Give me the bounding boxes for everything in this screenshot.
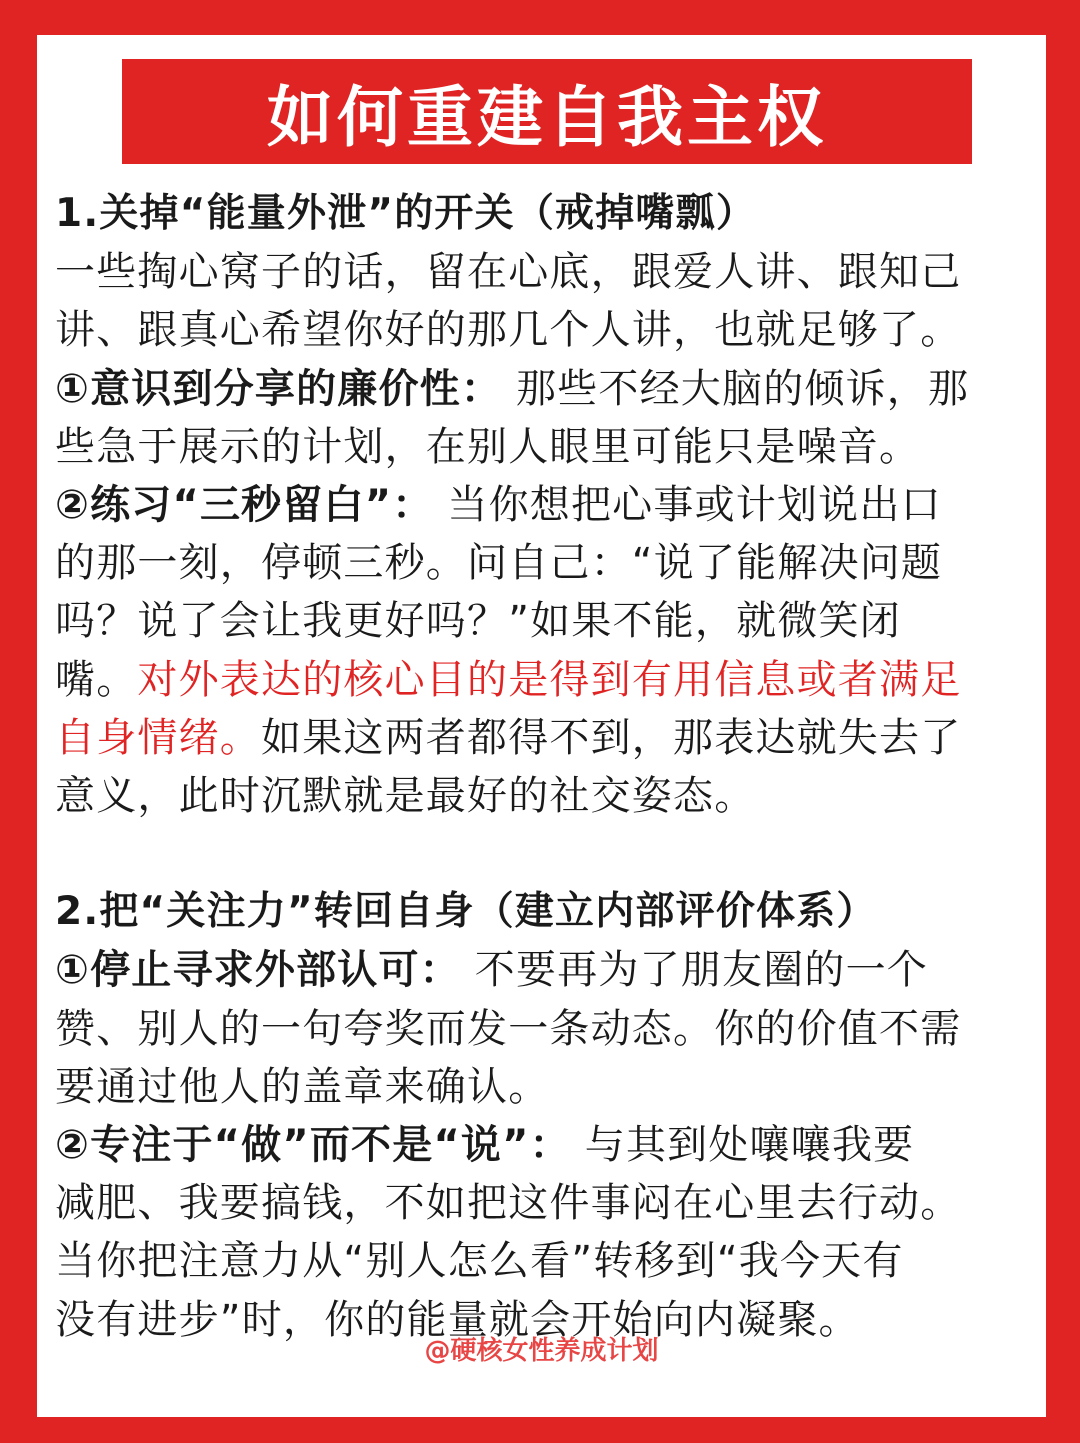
- paragraph-text: 嘴。: [55, 656, 138, 703]
- content-card: [37, 35, 1046, 1417]
- paragraph-line: 讲、跟真心希望你好的那几个人讲，也就足够了。: [55, 307, 962, 354]
- title-banner: [122, 59, 972, 164]
- point-text: 那些不经大脑的倾诉，那: [502, 365, 970, 412]
- paragraph-line: 意义，此时沉默就是最好的社交姿态。: [55, 772, 756, 819]
- paragraph-line: 当你把注意力从“别人怎么看”转移到“我今天有: [55, 1238, 904, 1285]
- point-line: [55, 941, 1030, 999]
- paragraph-text: 如果这两者都得不到，那表达就失去了: [261, 714, 962, 761]
- point-line: [55, 1116, 1030, 1174]
- paragraph-line: 赞、别人的一句夸奖而发一条动态。你的价值不需: [55, 1005, 962, 1052]
- point-label: ①停止寻求外部认可：: [55, 947, 461, 994]
- paragraph-line: 一些掏心窝子的话，留在心底，跟爱人讲、跟知己: [55, 249, 962, 296]
- paragraph-line: 要通过他人的盖章来确认。: [55, 1063, 550, 1110]
- point-line: [55, 360, 1030, 418]
- point-line: [55, 476, 1030, 534]
- point-text: 当你想把心事或计划说出口: [433, 481, 942, 528]
- paragraph-line: 吗？说了会让我更好吗？”如果不能，就微笑闭: [55, 598, 901, 645]
- point-text: 与其到处嚷嚷我要: [570, 1122, 915, 1168]
- point-label: ②练习“三秒留白”：: [55, 481, 434, 528]
- page-title: 如何重建自我主权: [267, 79, 827, 156]
- paragraph-line: [55, 709, 1030, 767]
- highlight-text: 自身情绪。: [55, 714, 261, 761]
- section-2-heading: 2.把“关注力”转回自身（建立内部评价体系）: [55, 889, 877, 935]
- paragraph-line: [55, 651, 1030, 709]
- section-spacer: [55, 825, 1030, 883]
- point-label: ①意识到分享的廉价性：: [55, 365, 503, 412]
- paragraph-line: 没有进步”时，你的能量就会开始向内凝聚。: [55, 1296, 860, 1343]
- point-label: ②专注于“做”而不是“说”：: [55, 1122, 571, 1168]
- section-1-heading: 1.关掉“能量外泄”的开关（戒掉嘴瓢）: [55, 191, 757, 236]
- paragraph-line: 些急于展示的计划，在别人眼里可能只是噪音。: [55, 423, 921, 470]
- author-watermark: @硬核女性养成计划: [424, 1336, 659, 1366]
- point-text: 不要再为了朋友圈的一个: [460, 947, 928, 994]
- paragraph-line: 的那一刻，停顿三秒。问自己：“说了能解决问题: [55, 540, 943, 587]
- highlight-text: 对外表达的核心目的是得到有用信息或者满足: [137, 656, 962, 703]
- paragraph-line: 减肥、我要搞钱，不如把这件事闷在心里去行动。: [55, 1180, 962, 1227]
- article-body: [55, 185, 1030, 1349]
